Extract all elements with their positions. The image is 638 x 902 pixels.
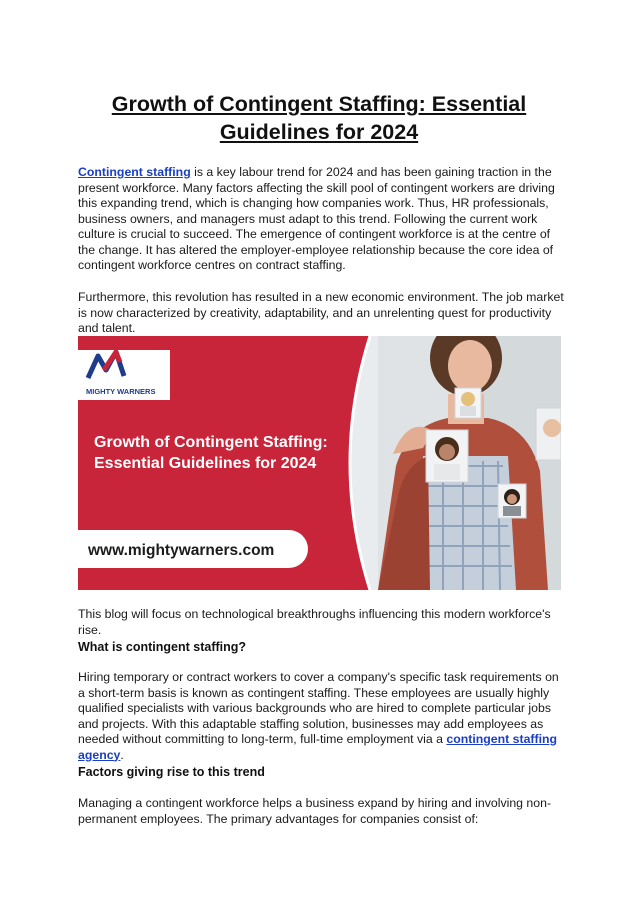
section-heading-what-is: What is contingent staffing? bbox=[78, 640, 247, 654]
contingent-staffing-agency-link[interactable]: contingent staffing agency bbox=[78, 732, 558, 762]
title-line-1: Growth of Contingent Staffing: Essential bbox=[111, 92, 527, 116]
banner-headline-line-2: Essential Guidelines for 2024 bbox=[94, 455, 317, 472]
banner-url: www.mightywarners.com bbox=[88, 542, 275, 559]
paragraph-4 bbox=[78, 670, 564, 763]
profile-card-4 bbox=[536, 408, 561, 460]
blog-banner-image bbox=[78, 336, 561, 590]
paragraph-4-text: Hiring temporary or contract workers to cover a company's specific task requirements on a short-term basis is known as contingent staffing. These employees are usually highly qualified specialists with various backgrounds who are hired to complete particular jobs and projects. With this adaptable staffing solution, businesses may add employees as needed without committing to long-term, full-time employment via a bbox=[78, 670, 559, 746]
paragraph-3: This blog will focus on technological breakthroughs influencing this modern workforce's rise. bbox=[78, 607, 551, 637]
contingent-staffing-link[interactable]: Contingent staffing bbox=[78, 165, 191, 179]
page-title bbox=[78, 90, 560, 146]
intro-text: is a key labour trend for 2024 and has been gaining traction in the present workforce. Many factors affecting the skill pool of contingent workers are driving this expanding trend, which is changing how companies work. Thus, HR professionals, business owners, and managers must adapt to this trend. Following the current work culture is crucial to succeed. The emergence of contingent workforce is at the centre of the change. It has altered the employer-employee relationship because the core idea of contingent workforce centres on contract staffing. bbox=[78, 165, 555, 272]
section-heading-factors: Factors giving rise to this trend bbox=[78, 765, 265, 779]
title-line-2: Guidelines for 2024 bbox=[219, 120, 419, 144]
profile-card-1 bbox=[455, 388, 481, 418]
banner-headline-line-1: Growth of Contingent Staffing: bbox=[94, 434, 328, 451]
profile-card-2 bbox=[426, 430, 468, 482]
paragraph-2: Furthermore, this revolution has resulted in a new economic environment. The job market is now characterized by creativity, adaptability, and an unrelenting quest for productivity and talent. bbox=[78, 290, 564, 335]
paragraph-5: Managing a contingent workforce helps a business expand by hiring and involving non-permanent employees. The primary advantages for companies consist of: bbox=[78, 796, 552, 826]
logo-text: MIGHTY WARNERS bbox=[86, 387, 156, 396]
paragraph-4-end: . bbox=[120, 747, 124, 762]
intro-paragraph bbox=[78, 165, 564, 274]
mighty-warners-logo bbox=[78, 350, 170, 400]
profile-card-3 bbox=[498, 484, 526, 518]
